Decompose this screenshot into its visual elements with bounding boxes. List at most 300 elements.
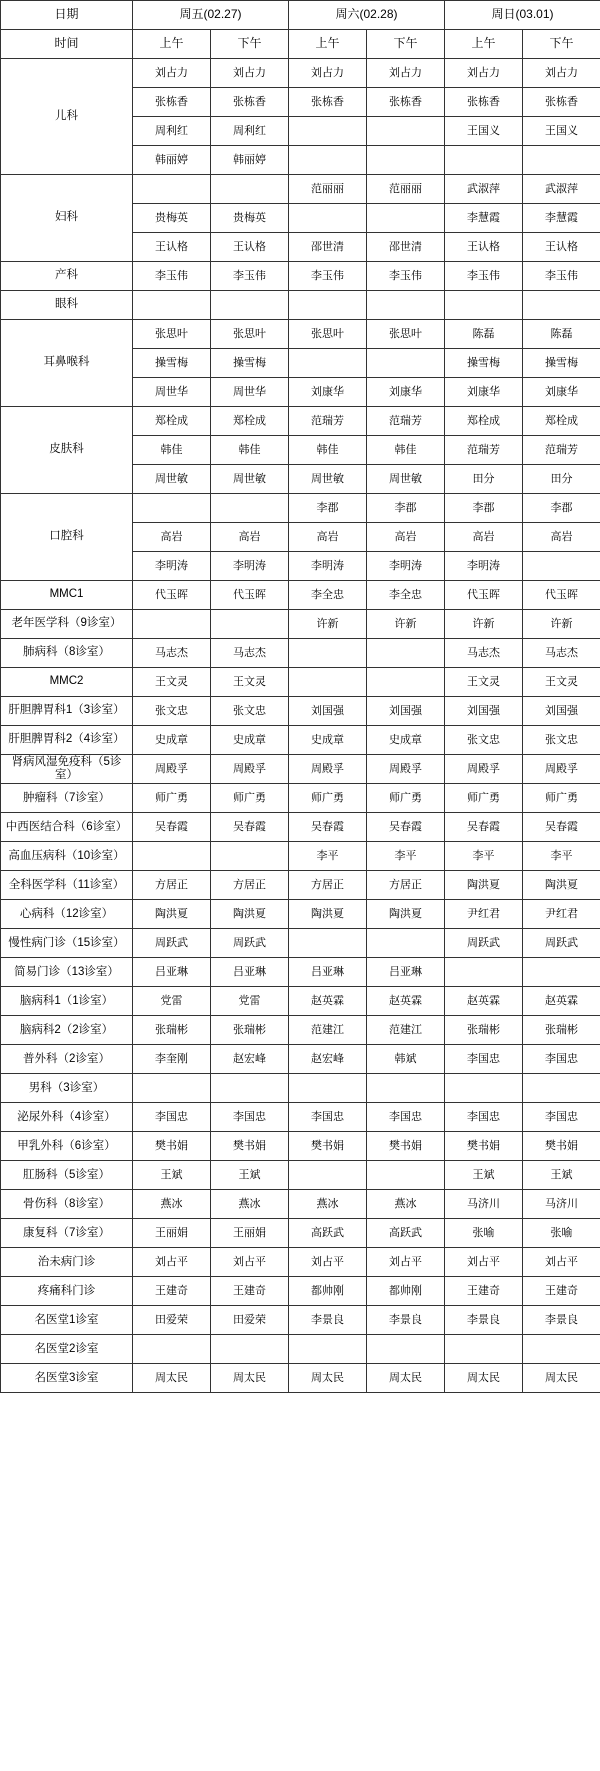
doctor-cell: 张栋香: [133, 88, 211, 117]
doctor-cell: [367, 117, 445, 146]
doctor-cell: 李玉伟: [445, 262, 523, 291]
doctor-cell: 吴春霞: [523, 813, 600, 842]
doctor-cell: 周跃武: [211, 929, 289, 958]
doctor-cell: 师广勇: [289, 784, 367, 813]
doctor-cell: [133, 175, 211, 204]
doctor-cell: 李奎刚: [133, 1045, 211, 1074]
table-row: [1, 668, 600, 697]
doctor-cell: 马志杰: [523, 639, 600, 668]
department-name: 肾病风湿免疫科（5诊室）: [1, 755, 133, 784]
table-row: [1, 1277, 600, 1306]
doctor-cell: [211, 175, 289, 204]
doctor-cell: 张思叶: [133, 320, 211, 349]
department-name: 名医堂1诊室: [1, 1306, 133, 1335]
doctor-cell: 张文忠: [133, 697, 211, 726]
doctor-cell: 方居正: [289, 871, 367, 900]
department-name: 名医堂2诊室: [1, 1335, 133, 1364]
doctor-cell: 操雪梅: [133, 349, 211, 378]
doctor-cell: 师广勇: [133, 784, 211, 813]
doctor-cell: 王斌: [445, 1161, 523, 1190]
doctor-cell: 田分: [523, 465, 600, 494]
doctor-cell: 王丽娟: [211, 1219, 289, 1248]
header-period: 下午: [523, 30, 600, 59]
doctor-cell: [211, 1335, 289, 1364]
doctor-cell: 陶洪夏: [445, 871, 523, 900]
doctor-cell: 李全忠: [289, 581, 367, 610]
doctor-cell: 周世华: [211, 378, 289, 407]
doctor-cell: 高岩: [289, 523, 367, 552]
department-name: 口腔科: [1, 494, 133, 581]
doctor-cell: 武淑萍: [523, 175, 600, 204]
doctor-cell: 吕亚琳: [289, 958, 367, 987]
table-row: [1, 871, 600, 900]
doctor-cell: 王斌: [523, 1161, 600, 1190]
doctor-cell: [133, 610, 211, 639]
department-name: MMC2: [1, 668, 133, 697]
doctor-cell: [445, 146, 523, 175]
table-row: [1, 813, 600, 842]
department-name: 泌尿外科（4诊室）: [1, 1103, 133, 1132]
doctor-cell: 贵梅英: [211, 204, 289, 233]
doctor-cell: 周世敏: [133, 465, 211, 494]
doctor-cell: 刘占力: [523, 59, 600, 88]
doctor-cell: 燕冰: [367, 1190, 445, 1219]
doctor-cell: 周跃武: [523, 929, 600, 958]
doctor-cell: [523, 1335, 600, 1364]
header-period: 下午: [367, 30, 445, 59]
department-name: 耳鼻喉科: [1, 320, 133, 407]
doctor-cell: 张栋香: [523, 88, 600, 117]
department-name: 肝胆脾胃科1（3诊室）: [1, 697, 133, 726]
doctor-cell: 周殿孚: [289, 755, 367, 784]
header-day: 周五(02.27): [133, 1, 289, 30]
doctor-cell: 吴春霞: [289, 813, 367, 842]
doctor-cell: [367, 291, 445, 320]
doctor-cell: 许新: [523, 610, 600, 639]
header-period: 上午: [289, 30, 367, 59]
doctor-cell: [367, 1074, 445, 1103]
doctor-cell: 李玉伟: [367, 262, 445, 291]
doctor-cell: 樊书娟: [133, 1132, 211, 1161]
doctor-cell: 贵梅英: [133, 204, 211, 233]
doctor-cell: 李玉伟: [523, 262, 600, 291]
doctor-cell: 陶洪夏: [211, 900, 289, 929]
doctor-cell: 周殿孚: [445, 755, 523, 784]
doctor-cell: 韩佳: [133, 436, 211, 465]
doctor-cell: 张瑞彬: [523, 1016, 600, 1045]
department-name: MMC1: [1, 581, 133, 610]
doctor-cell: 李国忠: [445, 1103, 523, 1132]
doctor-cell: 吴春霞: [211, 813, 289, 842]
doctor-cell: 刘国强: [289, 697, 367, 726]
doctor-cell: [289, 668, 367, 697]
doctor-cell: 韩佳: [367, 436, 445, 465]
doctor-cell: 王文灵: [523, 668, 600, 697]
doctor-cell: 李景良: [523, 1306, 600, 1335]
department-name: 高血压病科（10诊室）: [1, 842, 133, 871]
doctor-cell: 周世敏: [211, 465, 289, 494]
doctor-cell: [445, 1335, 523, 1364]
doctor-cell: [211, 610, 289, 639]
doctor-cell: 张瑞彬: [445, 1016, 523, 1045]
doctor-cell: 郑栓成: [445, 407, 523, 436]
doctor-cell: 李玉伟: [133, 262, 211, 291]
doctor-cell: [523, 958, 600, 987]
doctor-cell: 高跃武: [367, 1219, 445, 1248]
doctor-cell: 赵宏峰: [289, 1045, 367, 1074]
table-row: [1, 784, 600, 813]
doctor-cell: 李国忠: [523, 1103, 600, 1132]
doctor-cell: 方居正: [367, 871, 445, 900]
doctor-cell: 张瑞彬: [211, 1016, 289, 1045]
doctor-cell: 周太民: [289, 1364, 367, 1393]
header-row-periods: [1, 30, 600, 59]
doctor-cell: 高岩: [445, 523, 523, 552]
doctor-cell: 刘康华: [445, 378, 523, 407]
doctor-cell: [367, 668, 445, 697]
doctor-cell: 李景良: [367, 1306, 445, 1335]
doctor-cell: [289, 639, 367, 668]
doctor-cell: 党雷: [211, 987, 289, 1016]
doctor-cell: 马志杰: [445, 639, 523, 668]
doctor-cell: 代玉晖: [133, 581, 211, 610]
table-row: [1, 958, 600, 987]
doctor-cell: [523, 552, 600, 581]
doctor-cell: [289, 1161, 367, 1190]
doctor-cell: 田爱荣: [211, 1306, 289, 1335]
doctor-cell: [523, 146, 600, 175]
doctor-cell: 尹红君: [523, 900, 600, 929]
doctor-cell: [523, 1074, 600, 1103]
table-row: [1, 1190, 600, 1219]
doctor-cell: 赵宏峰: [211, 1045, 289, 1074]
doctor-cell: 操雪梅: [211, 349, 289, 378]
department-name: 简易门诊（13诊室）: [1, 958, 133, 987]
doctor-cell: 韩丽婷: [211, 146, 289, 175]
doctor-cell: 李明涛: [289, 552, 367, 581]
doctor-cell: 王认格: [133, 233, 211, 262]
doctor-cell: 张思叶: [367, 320, 445, 349]
doctor-cell: 周利红: [133, 117, 211, 146]
doctor-cell: 燕冰: [211, 1190, 289, 1219]
doctor-cell: 史成章: [211, 726, 289, 755]
doctor-cell: 韩佳: [289, 436, 367, 465]
doctor-cell: [523, 291, 600, 320]
department-name: 康复科（7诊室）: [1, 1219, 133, 1248]
doctor-cell: 李平: [523, 842, 600, 871]
doctor-cell: 代玉晖: [523, 581, 600, 610]
doctor-cell: [289, 146, 367, 175]
department-name: 慢性病门诊（15诊室）: [1, 929, 133, 958]
doctor-cell: 田爱荣: [133, 1306, 211, 1335]
doctor-cell: [367, 349, 445, 378]
doctor-cell: 燕冰: [289, 1190, 367, 1219]
header-period: 上午: [445, 30, 523, 59]
doctor-cell: 张文忠: [445, 726, 523, 755]
department-name: 疼痛科门诊: [1, 1277, 133, 1306]
doctor-cell: 张思叶: [289, 320, 367, 349]
department-name: 肿瘤科（7诊室）: [1, 784, 133, 813]
doctor-cell: 李慧霞: [445, 204, 523, 233]
doctor-cell: 王国义: [523, 117, 600, 146]
doctor-cell: 刘占平: [133, 1248, 211, 1277]
doctor-cell: 王丽娟: [133, 1219, 211, 1248]
table-row: [1, 1219, 600, 1248]
doctor-cell: 樊书娟: [289, 1132, 367, 1161]
doctor-cell: 吕亚琳: [211, 958, 289, 987]
doctor-cell: 李国忠: [211, 1103, 289, 1132]
doctor-cell: 高跃武: [289, 1219, 367, 1248]
table-row: [1, 987, 600, 1016]
table-row: [1, 1103, 600, 1132]
doctor-cell: 许新: [367, 610, 445, 639]
doctor-cell: 韩佳: [211, 436, 289, 465]
doctor-cell: 高岩: [133, 523, 211, 552]
doctor-cell: 王文灵: [133, 668, 211, 697]
header-period: 上午: [133, 30, 211, 59]
doctor-cell: 范丽丽: [367, 175, 445, 204]
doctor-cell: [445, 958, 523, 987]
doctor-cell: 周太民: [211, 1364, 289, 1393]
doctor-cell: 师广勇: [211, 784, 289, 813]
table-row: [1, 175, 600, 204]
doctor-cell: 高岩: [211, 523, 289, 552]
department-name: 肝胆脾胃科2（4诊室）: [1, 726, 133, 755]
department-name: 肺病科（8诊室）: [1, 639, 133, 668]
doctor-cell: 张瑞彬: [133, 1016, 211, 1045]
doctor-cell: 方居正: [211, 871, 289, 900]
doctor-cell: 张文忠: [523, 726, 600, 755]
doctor-cell: 范瑞芳: [523, 436, 600, 465]
doctor-cell: 李平: [445, 842, 523, 871]
doctor-cell: 许新: [289, 610, 367, 639]
department-name: 眼科: [1, 291, 133, 320]
doctor-cell: 李国忠: [445, 1045, 523, 1074]
doctor-cell: 陈磊: [523, 320, 600, 349]
doctor-cell: [133, 1074, 211, 1103]
doctor-cell: 李郡: [445, 494, 523, 523]
doctor-cell: 刘占平: [445, 1248, 523, 1277]
doctor-cell: 周跃武: [133, 929, 211, 958]
department-name: 甲乳外科（6诊室）: [1, 1132, 133, 1161]
doctor-cell: [367, 639, 445, 668]
department-name: 治未病门诊: [1, 1248, 133, 1277]
doctor-cell: 都帅刚: [367, 1277, 445, 1306]
doctor-cell: 张栋香: [289, 88, 367, 117]
doctor-cell: 范瑞芳: [367, 407, 445, 436]
table-row: [1, 639, 600, 668]
doctor-cell: 周殿孚: [133, 755, 211, 784]
doctor-cell: 陶洪夏: [133, 900, 211, 929]
doctor-cell: 邵世清: [367, 233, 445, 262]
department-name: 脑病科2（2诊室）: [1, 1016, 133, 1045]
table-row: [1, 1132, 600, 1161]
table-row: [1, 291, 600, 320]
doctor-cell: 王斌: [211, 1161, 289, 1190]
doctor-cell: 刘国强: [367, 697, 445, 726]
doctor-cell: 张喻: [523, 1219, 600, 1248]
doctor-cell: 吴春霞: [133, 813, 211, 842]
department-name: 心病科（12诊室）: [1, 900, 133, 929]
doctor-cell: 张栋香: [367, 88, 445, 117]
doctor-cell: 张喻: [445, 1219, 523, 1248]
doctor-cell: 周太民: [133, 1364, 211, 1393]
doctor-cell: 李国忠: [289, 1103, 367, 1132]
doctor-cell: 王斌: [133, 1161, 211, 1190]
doctor-cell: [445, 1074, 523, 1103]
doctor-cell: 樊书娟: [367, 1132, 445, 1161]
table-row: [1, 1161, 600, 1190]
doctor-cell: 张栋香: [445, 88, 523, 117]
doctor-cell: 师广勇: [445, 784, 523, 813]
department-name: 产科: [1, 262, 133, 291]
doctor-cell: 王建奇: [523, 1277, 600, 1306]
doctor-cell: 周太民: [367, 1364, 445, 1393]
doctor-cell: [289, 291, 367, 320]
doctor-cell: [211, 1074, 289, 1103]
doctor-cell: 李郡: [367, 494, 445, 523]
department-name: 普外科（2诊室）: [1, 1045, 133, 1074]
doctor-cell: 李全忠: [367, 581, 445, 610]
doctor-cell: [289, 204, 367, 233]
doctor-cell: [289, 1074, 367, 1103]
table-row: [1, 1074, 600, 1103]
doctor-cell: 尹红君: [445, 900, 523, 929]
doctor-cell: 张文忠: [211, 697, 289, 726]
doctor-cell: [133, 1335, 211, 1364]
doctor-cell: 李玉伟: [211, 262, 289, 291]
doctor-cell: 韩斌: [367, 1045, 445, 1074]
doctor-cell: 吕亚琳: [367, 958, 445, 987]
doctor-cell: 史成章: [289, 726, 367, 755]
doctor-cell: 韩丽婷: [133, 146, 211, 175]
doctor-cell: 许新: [445, 610, 523, 639]
header-period: 下午: [211, 30, 289, 59]
doctor-cell: 师广勇: [523, 784, 600, 813]
doctor-cell: 吴春霞: [367, 813, 445, 842]
doctor-cell: 操雪梅: [445, 349, 523, 378]
doctor-cell: [289, 349, 367, 378]
doctor-cell: 代玉晖: [445, 581, 523, 610]
table-row: [1, 842, 600, 871]
doctor-cell: 李郡: [289, 494, 367, 523]
doctor-cell: 范瑞芳: [289, 407, 367, 436]
doctor-cell: 陈磊: [445, 320, 523, 349]
doctor-cell: 李国忠: [133, 1103, 211, 1132]
doctor-cell: 王建奇: [445, 1277, 523, 1306]
doctor-cell: 刘占平: [367, 1248, 445, 1277]
doctor-cell: 刘占力: [289, 59, 367, 88]
doctor-cell: 赵英霖: [523, 987, 600, 1016]
doctor-cell: [133, 494, 211, 523]
doctor-cell: 吴春霞: [445, 813, 523, 842]
header-day: 周六(02.28): [289, 1, 445, 30]
doctor-cell: 李国忠: [523, 1045, 600, 1074]
doctor-cell: 郑栓成: [133, 407, 211, 436]
doctor-cell: [211, 494, 289, 523]
doctor-cell: [445, 291, 523, 320]
doctor-cell: 党雷: [133, 987, 211, 1016]
doctor-cell: 周世敏: [289, 465, 367, 494]
doctor-cell: 张栋香: [211, 88, 289, 117]
doctor-cell: 周太民: [445, 1364, 523, 1393]
doctor-cell: [289, 1335, 367, 1364]
doctor-cell: [289, 929, 367, 958]
doctor-cell: 刘占平: [211, 1248, 289, 1277]
doctor-cell: 都帅刚: [289, 1277, 367, 1306]
doctor-cell: 樊书娟: [445, 1132, 523, 1161]
doctor-cell: 郑栓成: [523, 407, 600, 436]
doctor-cell: 操雪梅: [523, 349, 600, 378]
table-row: [1, 407, 600, 436]
doctor-cell: 樊书娟: [211, 1132, 289, 1161]
doctor-cell: 师广勇: [367, 784, 445, 813]
doctor-cell: 刘康华: [367, 378, 445, 407]
department-name: 皮肤科: [1, 407, 133, 494]
doctor-cell: 刘国强: [445, 697, 523, 726]
doctor-cell: 周殿孚: [367, 755, 445, 784]
doctor-cell: 吕亚琳: [133, 958, 211, 987]
doctor-cell: 刘占平: [523, 1248, 600, 1277]
doctor-cell: [289, 117, 367, 146]
table-row: [1, 320, 600, 349]
department-name: 中西医结合科（6诊室）: [1, 813, 133, 842]
doctor-cell: 李明涛: [133, 552, 211, 581]
doctor-cell: 郑栓成: [211, 407, 289, 436]
doctor-cell: 高岩: [523, 523, 600, 552]
table-row: [1, 726, 600, 755]
doctor-cell: [133, 291, 211, 320]
doctor-cell: 史成章: [133, 726, 211, 755]
doctor-cell: 刘国强: [523, 697, 600, 726]
doctor-cell: 李明涛: [211, 552, 289, 581]
doctor-cell: 范瑞芳: [445, 436, 523, 465]
department-name: 肛肠科（5诊室）: [1, 1161, 133, 1190]
department-name: 男科（3诊室）: [1, 1074, 133, 1103]
doctor-cell: 刘占力: [445, 59, 523, 88]
doctor-cell: 赵英霖: [367, 987, 445, 1016]
doctor-cell: 李景良: [289, 1306, 367, 1335]
doctor-cell: 邵世清: [289, 233, 367, 262]
doctor-cell: 高岩: [367, 523, 445, 552]
doctor-cell: 周殿孚: [211, 755, 289, 784]
doctor-cell: 樊书娟: [523, 1132, 600, 1161]
department-name: 老年医学科（9诊室）: [1, 610, 133, 639]
doctor-cell: [211, 291, 289, 320]
doctor-cell: 刘康华: [523, 378, 600, 407]
department-name: 名医堂3诊室: [1, 1364, 133, 1393]
doctor-cell: 刘占力: [211, 59, 289, 88]
doctor-cell: [367, 146, 445, 175]
doctor-cell: [367, 1335, 445, 1364]
doctor-cell: 方居正: [133, 871, 211, 900]
header-label-time: 时间: [1, 30, 133, 59]
doctor-cell: 李郡: [523, 494, 600, 523]
doctor-cell: 李明涛: [445, 552, 523, 581]
doctor-cell: 马志杰: [211, 639, 289, 668]
doctor-cell: 陶洪夏: [367, 900, 445, 929]
doctor-cell: 周跃武: [445, 929, 523, 958]
doctor-cell: 陶洪夏: [289, 900, 367, 929]
doctor-cell: 刘占平: [289, 1248, 367, 1277]
table-row: [1, 1364, 600, 1393]
doctor-cell: 李慧霞: [523, 204, 600, 233]
header-day: 周日(03.01): [445, 1, 600, 30]
doctor-cell: 李国忠: [367, 1103, 445, 1132]
table-row: [1, 755, 600, 784]
doctor-cell: 王认格: [211, 233, 289, 262]
doctor-cell: [211, 842, 289, 871]
